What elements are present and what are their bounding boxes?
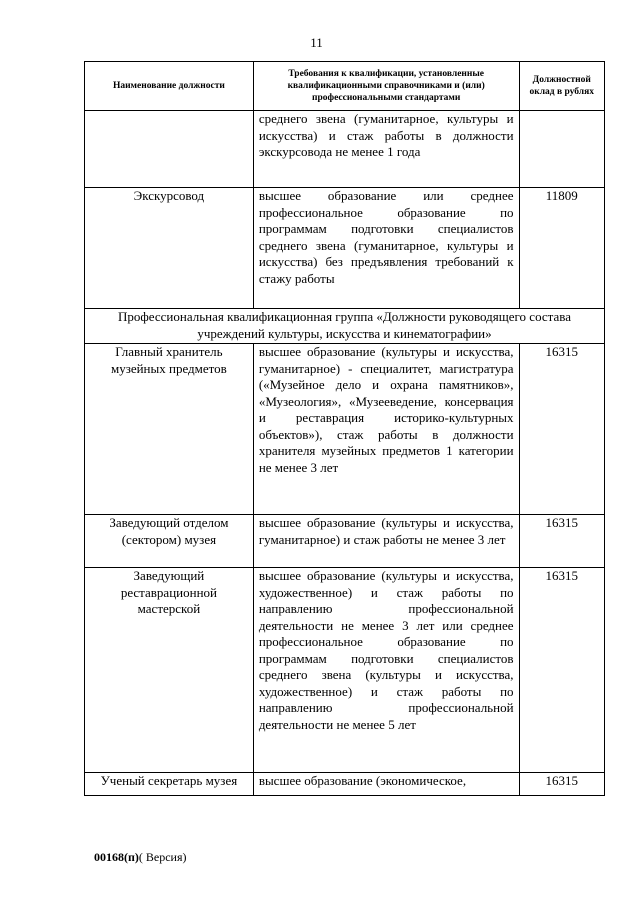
group-heading: Профессиональная квалификационная группа «Должности руководящего состава учреждений культуры, искусства и кинематографии» [85, 309, 605, 344]
requirements-cell: высшее образование (культуры и искусства, художественное) и стаж работы по направлению профессиональной деятельности не менее 3 лет или среднее профессиональное образование по программам подготовки специалистов среднего звена (культуры и искусства, художественное) и стаж работы по направлению профессиональной деятельности не менее 5 лет [253, 568, 519, 773]
requirements-cell: высшее образование (культуры и искусства, гуманитарное) и стаж работы не менее 3 лет [253, 515, 519, 568]
salary-cell: 11809 [519, 188, 604, 309]
qualification-table [84, 61, 605, 796]
page-number: 11 [310, 35, 323, 50]
table-row [85, 773, 605, 796]
position-cell: Экскурсовод [85, 188, 254, 309]
position-cell: Заведующий реставрационной мастерской [85, 568, 254, 773]
table-header-row [85, 62, 605, 111]
salary-cell: 16315 [519, 773, 604, 796]
document-footer [94, 850, 187, 865]
salary-cell: 16315 [519, 568, 604, 773]
salary-cell [519, 111, 604, 188]
header-position: Наименование должности [85, 62, 254, 111]
position-cell: Ученый секретарь музея [85, 773, 254, 796]
requirements-cell: высшее образование (культуры и искусства, гуманитарное) - специалитет, магистратура («Музейное дело и охрана памятников», «Музеология», «Музееведение, консервация и реставрация историко-культурных объектов»), стаж работы в должности хранителя музейных предметов 1 категории не менее 3 лет [253, 344, 519, 515]
table-row [85, 344, 605, 515]
salary-cell: 16315 [519, 515, 604, 568]
header-salary: Должностной оклад в рублях [519, 62, 604, 111]
group-row [85, 309, 605, 344]
requirements-cell: высшее образование (экономическое, [253, 773, 519, 796]
requirements-cell: среднего звена (гуманитарное, культуры и искусства) и стаж работы в должности экскурсовода не менее 1 года [253, 111, 519, 188]
position-cell: Главный хранитель музейных предметов [85, 344, 254, 515]
table-row [85, 515, 605, 568]
table-row [85, 111, 605, 188]
document-code: 00168(п) [94, 850, 139, 864]
table-row [85, 188, 605, 309]
salary-cell: 16315 [519, 344, 604, 515]
requirements-cell: высшее образование или среднее профессиональное образование по программам подготовки специалистов среднего звена (гуманитарное, культуры и искусства) без предъявления требований к стажу работы [253, 188, 519, 309]
header-requirements: Требования к квалификации, установленные квалификационными справочниками и (или) профессиональными стандартами [253, 62, 519, 111]
position-cell: Заведующий отделом (сектором) музея [85, 515, 254, 568]
position-cell [85, 111, 254, 188]
table-row [85, 568, 605, 773]
document-version: ( Версия) [138, 850, 187, 864]
